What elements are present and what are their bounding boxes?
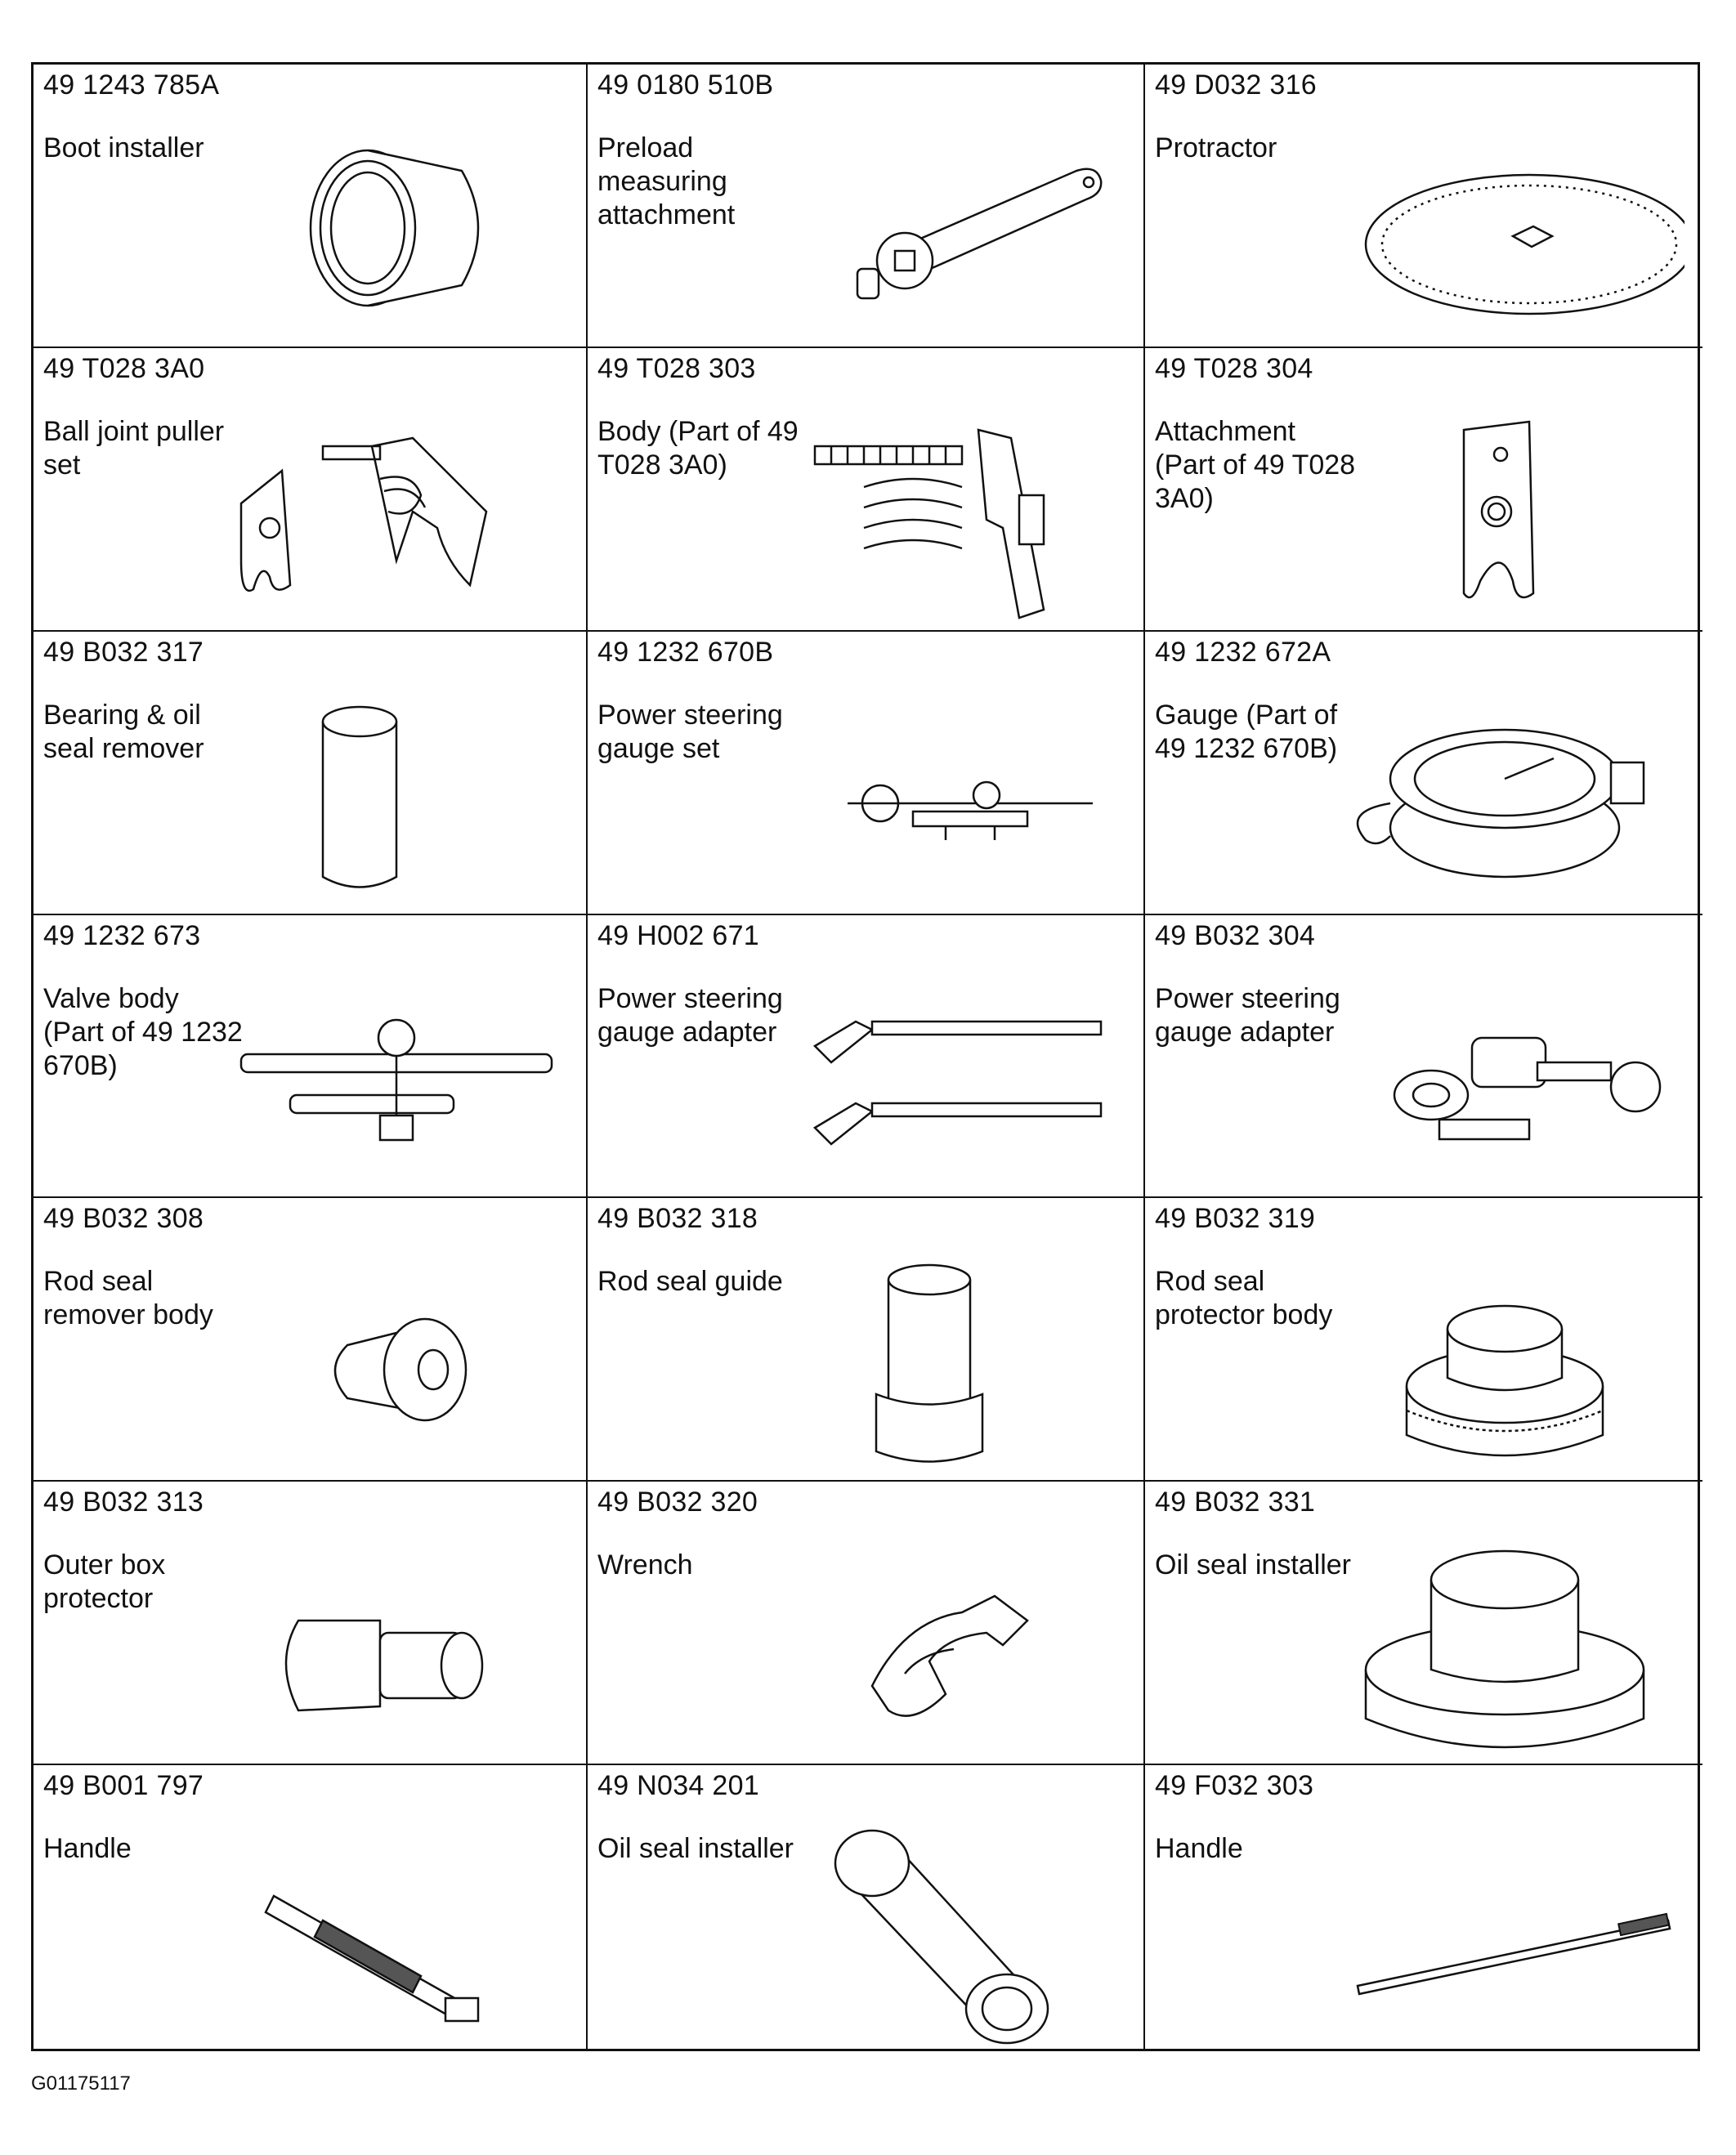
hose-adapter-icon xyxy=(782,964,1125,1199)
sleeve-installer-icon xyxy=(782,1814,1125,2049)
long-handle-icon xyxy=(1341,1814,1685,2049)
tool-code: 49 B032 331 xyxy=(1155,1487,1316,1518)
tool-name: Handle xyxy=(43,1833,132,1865)
rod-seal-remover-icon xyxy=(225,1247,568,1482)
tool-code: 49 B032 317 xyxy=(43,636,204,668)
tool-table xyxy=(31,62,1700,2051)
tool-cell xyxy=(588,348,1145,632)
tool-code: 49 B032 308 xyxy=(43,1203,204,1235)
tool-name: Protractor xyxy=(1155,132,1277,163)
tool-name: Ball joint puller set xyxy=(43,415,225,481)
tool-code: 49 1232 673 xyxy=(43,919,201,951)
tool-code: 49 B032 320 xyxy=(597,1487,758,1518)
tool-name: Oil seal installer xyxy=(1155,1549,1351,1581)
pressure-gauge-icon xyxy=(1341,681,1685,915)
rod-seal-protector-icon xyxy=(1341,1247,1685,1482)
tool-name: Wrench xyxy=(597,1549,693,1581)
handle-icon xyxy=(225,1814,568,2049)
wrench-icon xyxy=(782,1531,1125,1765)
tool-cell xyxy=(588,65,1145,348)
tool-code: 49 B001 797 xyxy=(43,1770,204,1802)
tool-name: Rod seal remover body xyxy=(43,1266,213,1331)
tool-name: Body (Part of 49 T028 3A0) xyxy=(597,415,799,481)
tool-cell xyxy=(1145,65,1702,348)
tool-name: Boot installer xyxy=(43,132,204,163)
tool-cell xyxy=(34,1765,588,2049)
tool-name: Power steering gauge adapter xyxy=(597,982,783,1048)
outer-box-protector-icon xyxy=(225,1531,568,1765)
tool-code: 49 T028 3A0 xyxy=(43,352,205,384)
tool-name: Power steering gauge adapter xyxy=(1155,982,1340,1048)
tool-code: 49 T028 304 xyxy=(1155,352,1313,384)
bearing-remover-icon xyxy=(225,681,568,915)
tool-name: Handle xyxy=(1155,1833,1243,1865)
tool-code: 49 0180 510B xyxy=(597,69,774,101)
gauge-set-icon xyxy=(782,681,1125,915)
boot-installer-icon xyxy=(225,114,568,348)
tool-code: 49 T028 303 xyxy=(597,352,756,384)
tool-cell xyxy=(1145,1482,1702,1765)
tool-name: Outer box protector xyxy=(43,1549,166,1615)
tool-code: 49 N034 201 xyxy=(597,1770,760,1802)
tool-name: Power steering gauge set xyxy=(597,699,783,764)
tool-cell xyxy=(1145,915,1702,1199)
tool-cell xyxy=(588,1765,1145,2049)
preload-attachment-icon xyxy=(782,114,1125,348)
puller-body-icon xyxy=(782,397,1125,632)
tool-code: 49 B032 304 xyxy=(1155,919,1316,951)
tool-cell xyxy=(34,1482,588,1765)
tool-name: Rod seal guide xyxy=(597,1266,783,1298)
tool-cell xyxy=(1145,348,1702,632)
tool-name: Gauge (Part of 49 1232 670B) xyxy=(1155,699,1338,764)
ball-joint-puller-icon xyxy=(225,397,568,632)
tool-cell xyxy=(34,632,588,915)
fitting-adapter-icon xyxy=(1341,964,1685,1199)
tool-cell xyxy=(1145,632,1702,915)
tool-cell xyxy=(34,915,588,1199)
tool-name: Oil seal installer xyxy=(597,1833,794,1865)
tool-cell xyxy=(1145,1198,1702,1482)
attachment-icon xyxy=(1341,397,1685,632)
tool-code: 49 1232 672A xyxy=(1155,636,1331,668)
tool-cell xyxy=(588,632,1145,915)
valve-body-icon xyxy=(225,964,568,1199)
protractor-icon xyxy=(1341,114,1685,348)
tool-code: 49 B032 319 xyxy=(1155,1203,1316,1235)
rod-seal-guide-icon xyxy=(782,1247,1125,1482)
tool-name: Valve body (Part of 49 1232 670B) xyxy=(43,982,243,1081)
tool-code: 49 1243 785A xyxy=(43,69,220,101)
tool-cell xyxy=(34,1198,588,1482)
tool-code: 49 B032 313 xyxy=(43,1487,204,1518)
tool-cell xyxy=(588,1482,1145,1765)
tool-name: Attachment (Part of 49 T028 3A0) xyxy=(1155,415,1356,514)
tool-cell xyxy=(588,1198,1145,1482)
tool-code: 49 H002 671 xyxy=(597,919,760,951)
tool-name: Bearing & oil seal remover xyxy=(43,699,204,764)
tool-cell xyxy=(588,915,1145,1199)
tool-code: 49 D032 316 xyxy=(1155,69,1318,101)
oil-seal-installer-icon xyxy=(1341,1531,1685,1765)
tool-cell xyxy=(34,65,588,348)
tool-name: Preload measuring attachment xyxy=(597,132,736,230)
tool-code: 49 F032 303 xyxy=(1155,1770,1314,1802)
tool-cell xyxy=(34,348,588,632)
figure-id: G01175117 xyxy=(31,2072,131,2095)
tool-code: 49 1232 670B xyxy=(597,636,774,668)
tool-code: 49 B032 318 xyxy=(597,1203,758,1235)
tool-name: Rod seal protector body xyxy=(1155,1266,1333,1331)
tool-cell xyxy=(1145,1765,1702,2049)
